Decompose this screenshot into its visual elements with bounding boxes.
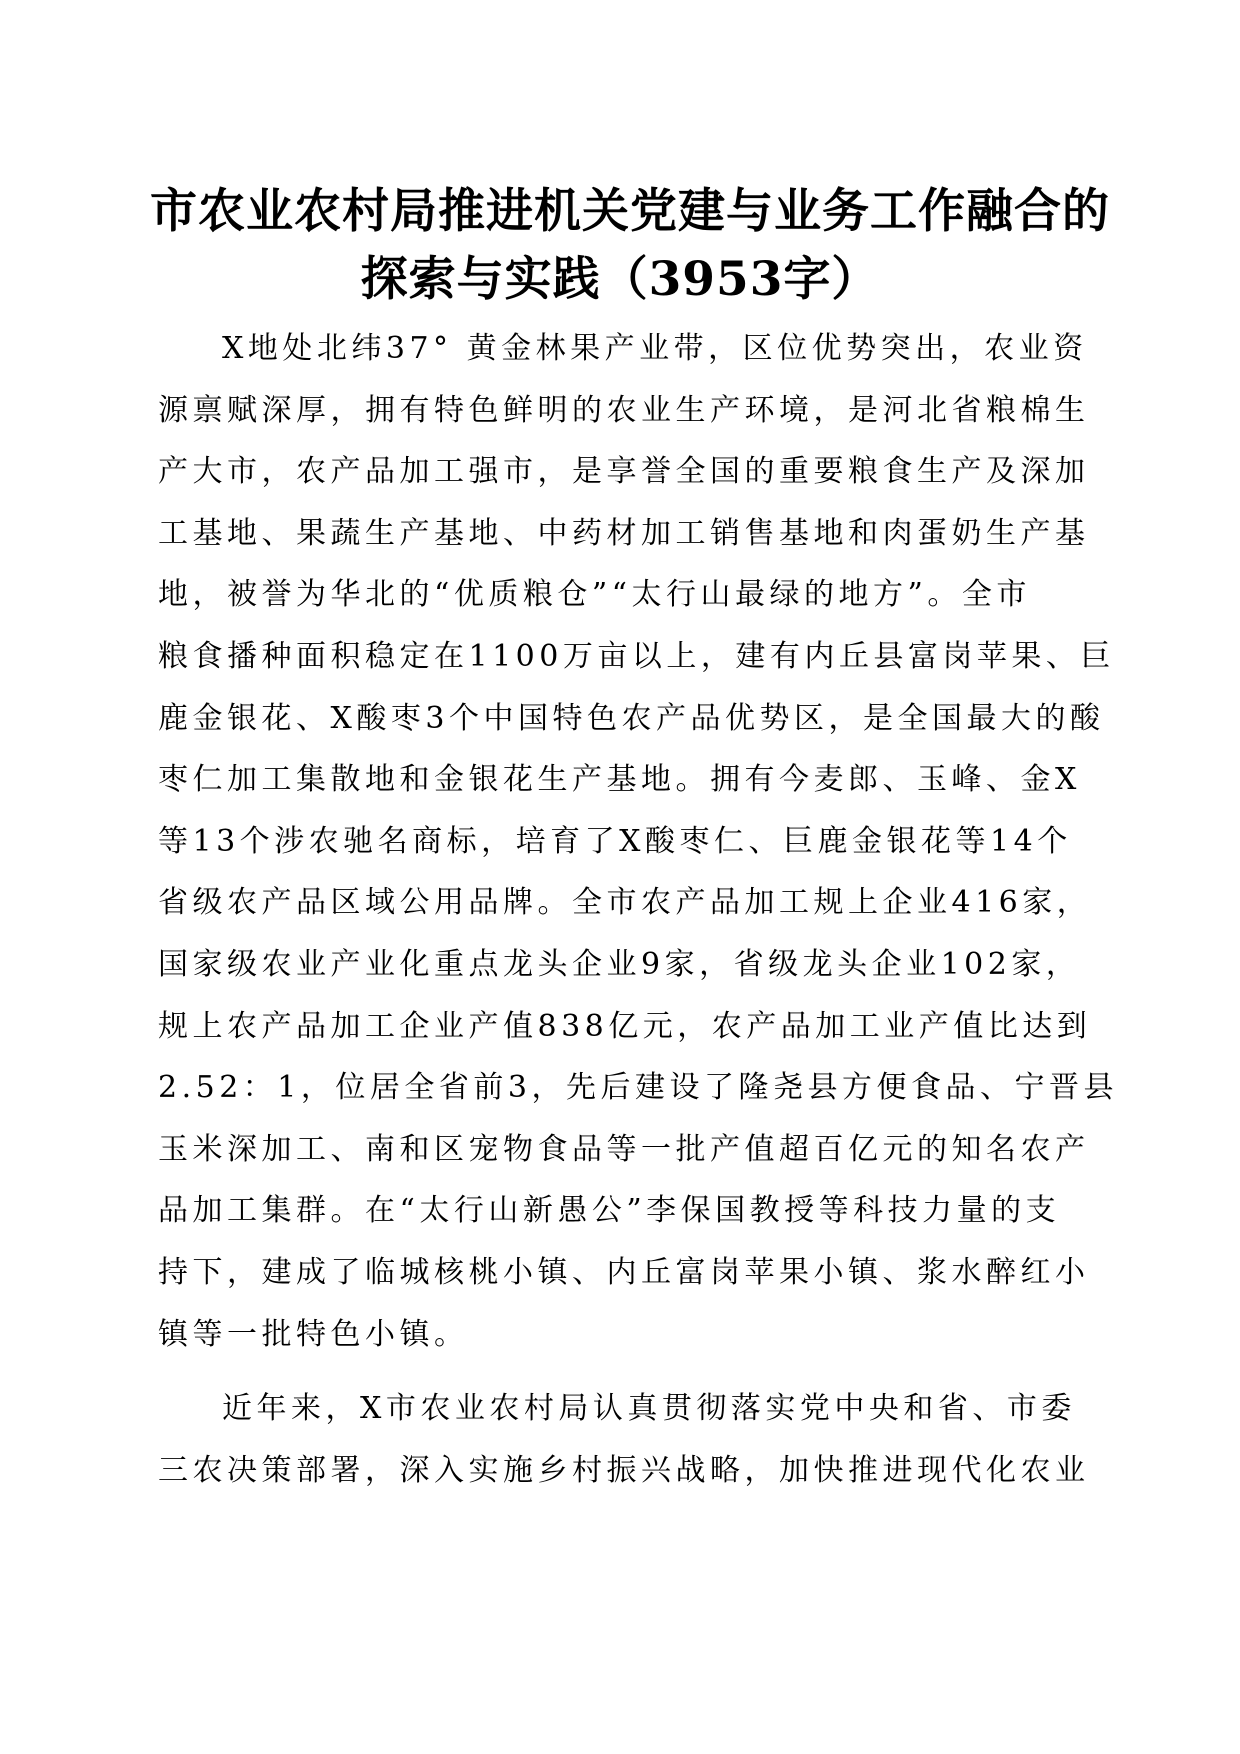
paragraph-line: 枣仁加工集散地和金银花生产基地。拥有今麦郎、玉峰、金X: [158, 762, 1081, 798]
paragraph-line: 玉米深加工、南和区宠物食品等一批产值超百亿元的知名农产: [158, 1131, 1090, 1167]
paragraph-line: X地处北纬37° 黄金林果产业带，区位优势突出，农业资: [222, 331, 1088, 366]
paragraph-1: [158, 318, 1118, 1365]
paragraph-line: 规上农产品加工企业产值838亿元，农产品加工业产值比达到: [158, 1008, 1092, 1044]
paragraph-line: 工基地、果蔬生产基地、中药材加工销售基地和肉蛋奶生产基: [158, 515, 1090, 551]
paragraph-line: 三农决策部署，深入实施乡村振兴战略，加快推进现代化农业: [158, 1452, 1090, 1488]
paragraph-line: 省级农产品区域公用品牌。全市农产品加工规上企业416家，: [158, 885, 1092, 921]
title-line-1: 市农业农村局推进机关党建与业务工作融合的: [150, 184, 1110, 239]
paragraph-line: 产大市，农产品加工强市，是享誉全国的重要粮食生产及深加: [158, 454, 1090, 490]
paragraph-line: 等13个涉农驰名商标，培育了X酸枣仁、巨鹿金银花等14个: [158, 823, 1072, 859]
paragraph-line: 镇等一批特色小镇。: [158, 1316, 469, 1352]
paragraph-line: 国家级农业产业化重点龙头企业9家，省级龙头企业102家，: [158, 946, 1081, 982]
paragraph-spacer: [158, 1365, 1083, 1378]
paragraph-2: [158, 1378, 1090, 1501]
paragraph-line: 粮食播种面积稳定在1100万亩以上，建有内丘县富岗苹果、巨: [158, 638, 1115, 674]
paragraph-line: 持下，建成了临城核桃小镇、内丘富岗苹果小镇、浆水醉红小: [158, 1254, 1090, 1290]
title-line-2: 探索与实践（3953字）: [360, 252, 880, 307]
paragraph-line: 品加工集群。在“太行山新愚公”李保国教授等科技力量的支: [158, 1193, 1061, 1229]
paragraph-line: 2.52：1，位居全省前3，先后建设了隆尧县方便食品、宁晋县: [158, 1070, 1118, 1106]
document-title: [150, 178, 1110, 314]
paragraph-line: 鹿金银花、X酸枣3个中国特色农产品优势区，是全国最大的酸: [158, 700, 1105, 736]
paragraph-line: 近年来，X市农业农村局认真贯彻落实党中央和省、市委: [222, 1391, 1076, 1427]
paragraph-line: 源禀赋深厚，拥有特色鲜明的农业生产环境，是河北省粮棉生: [158, 392, 1090, 428]
document-body: [158, 318, 1118, 1501]
paragraph-line: 地，被誉为华北的“优质粮仓”“太行山最绿的地方”。全市: [158, 577, 1031, 613]
